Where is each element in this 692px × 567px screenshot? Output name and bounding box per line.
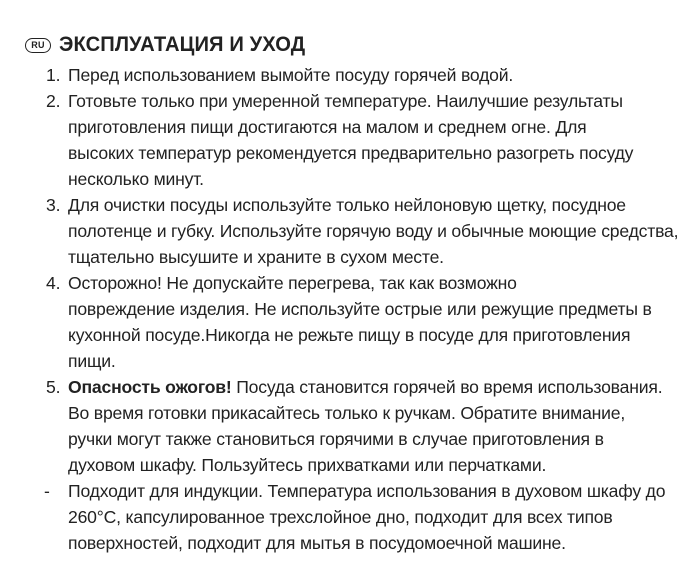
item-line: высоких температур рекомендуется предварительно разогреть посуду — [68, 143, 634, 163]
list-item — [46, 192, 679, 270]
item-line: 260°C, капсулированное трехслойное дно, подходит для всех типов — [68, 507, 613, 527]
item-line: ручки могут также становиться горячими в случае приготовления в — [68, 429, 604, 449]
section-title: ЭКСПЛУАТАЦИЯ И УХОД — [59, 33, 306, 56]
item-line: Готовьте только при умеренной температуре. Наилучшие результаты — [68, 91, 623, 111]
item-line: Во время готовки прикасайтесь только к ручкам. Обратите внимание, — [68, 403, 626, 423]
item-line: повреждение изделия. Не используйте острые или режущие предметы в — [68, 299, 652, 319]
list-item — [46, 62, 676, 88]
item-line-with-warning — [68, 374, 676, 400]
section-heading — [25, 33, 315, 57]
item-line: кухонной посуде.Никогда не режьте пищу в посуде для приготовления — [68, 325, 631, 345]
item-line: Посуда становится горячей во время использования. — [231, 377, 663, 397]
item-line: полотенце и губку. Используйте горячую воду и обычные моющие средства, — [68, 221, 679, 241]
item-line: духовом шкафу. Пользуйтесь прихватками или перчатками. — [68, 455, 547, 475]
item-bullet: - — [44, 481, 50, 501]
item-line: поверхностей, подходит для мытья в посудомоечной машине. — [68, 533, 566, 553]
item-number: 4. — [46, 273, 61, 293]
item-line: тщательно высушите и храните в сухом месте. — [68, 247, 444, 267]
item-line: приготовления пищи достигаются на малом и среднем огне. Для — [68, 117, 587, 137]
item-line: Подходит для индукции. Температура использования в духовом шкафу до — [68, 481, 666, 501]
item-number: 5. — [46, 377, 61, 397]
warning-lead: Опасность ожогов! — [68, 377, 232, 397]
item-number: 2. — [46, 91, 61, 111]
list-item — [46, 374, 676, 478]
instruction-list — [44, 62, 679, 556]
list-item — [46, 88, 676, 192]
item-number: 3. — [46, 195, 61, 215]
item-line: Перед использованием вымойте посуду горячей водой. — [68, 65, 514, 85]
item-number: 1. — [46, 65, 61, 85]
list-item — [46, 478, 676, 556]
list-item — [46, 270, 676, 374]
item-line: пищи. — [68, 351, 116, 371]
item-line: Для очистки посуды используйте только нейлоновую щетку, посудное — [68, 195, 626, 215]
item-line: Осторожно! Не допускайте перегрева, так как возможно — [68, 273, 517, 293]
item-line: несколько минут. — [68, 169, 204, 189]
language-badge: RU — [25, 38, 51, 53]
